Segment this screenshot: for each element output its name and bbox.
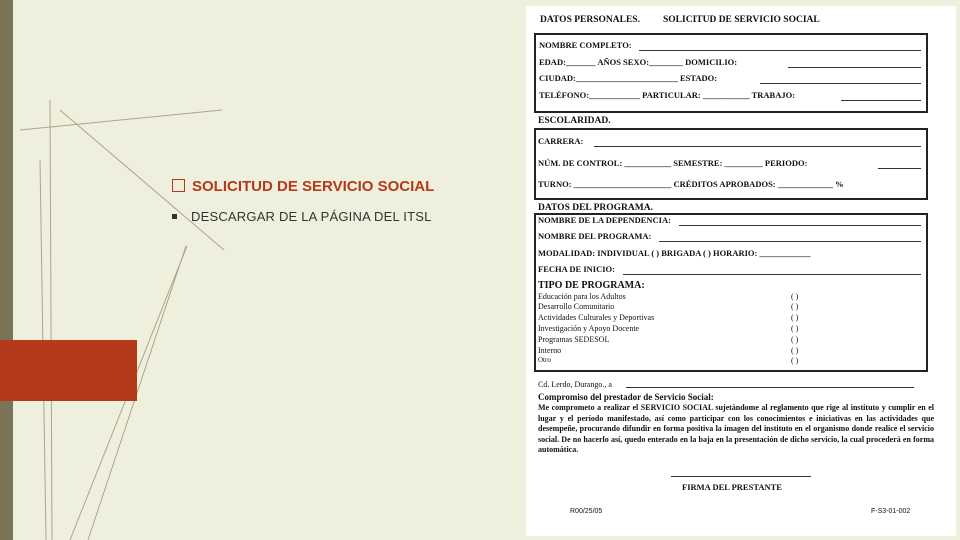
program-row-1: NOMBRE DE LA DEPENDENCIA: — [538, 215, 671, 225]
program-type-4: Programas SEDESOL — [538, 335, 610, 344]
school-line-2 — [878, 168, 921, 169]
footer-left: R00/25/05 — [570, 508, 603, 515]
program-type-1: Desarrollo Comunitario — [538, 302, 615, 311]
school-row-3: TURNO: _______________________ CRÉDITOS APROBADOS: _____________ % — [538, 179, 844, 189]
personal-row-1: NOMBRE COMPLETO: — [539, 40, 632, 50]
personal-row-3: CIUDAD:________________________ ESTADO: — [539, 73, 718, 83]
program-type-3: Investigación y Apoyo Docente — [538, 324, 640, 333]
bullet-main — [172, 178, 434, 195]
form-title: SOLICITUD DE SERVICIO SOCIAL — [663, 15, 820, 25]
personal-row-2: EDAD:_______ AÑOS SEXO:________ DOMICILIO: — [539, 57, 738, 67]
program-checkbox-4: ( ) — [791, 335, 799, 344]
checkbox-bullet-icon — [172, 179, 185, 192]
program-line-1 — [679, 225, 921, 226]
place-date: Cd. Lerdo, Durango., a — [538, 380, 612, 389]
signature-line — [671, 476, 811, 477]
school-row-1: CARRERA: — [538, 136, 584, 146]
program-type-2: Actividades Culturales y Deportivas — [538, 313, 655, 322]
program-checkbox-1: ( ) — [791, 302, 799, 311]
program-checkbox-5: ( ) — [791, 346, 799, 355]
school-row-2: NÚM. DE CONTROL: ___________ SEMESTRE: _________ PERIODO: — [538, 158, 808, 168]
program-checkbox-0: ( ) — [791, 292, 799, 301]
signature-label: FIRMA DEL PRESTANTE — [682, 482, 782, 492]
bullet-sub — [172, 209, 432, 224]
personal-line-4 — [841, 100, 921, 101]
red-accent-tab-tip — [105, 340, 137, 401]
program-row-4: FECHA DE INICIO: — [538, 264, 615, 274]
square-bullet-icon — [172, 214, 177, 219]
program-type-5: Interno — [538, 346, 562, 355]
personal-row-4: TELÉFONO:____________ PARTICULAR: ___________ TRABAJO: — [539, 90, 796, 100]
program-row-2: NOMBRE DEL PROGRAMA: — [538, 231, 652, 241]
form-image — [526, 6, 956, 536]
program-type-title: TIPO DE PROGRAMA: — [538, 280, 645, 291]
bullet-sub-text: DESCARGAR DE LA PÁGINA DEL ITSL — [191, 209, 432, 224]
section-personal-label: DATOS PERSONALES. — [540, 15, 640, 25]
section-school-label: ESCOLARIDAD. — [538, 116, 611, 126]
program-type-6: Otro — [538, 356, 551, 364]
commitment-text: Me comprometo a realizar el SERVICIO SOCIAL sujetándome al reglamento que rige al instituto y cumplir en el lugar y el período manifestado, así como participar con los conocimientos e iniciativas en las actividades que desempeñe, procurando difundir en forma positiva la imagen del instituto en el organismo donde realice el servicio social. De no hacerlo así, quedo enterado en la baja en la presentación de dicho servicio, la cual procederá en forma automática. — [538, 403, 934, 454]
personal-line-1 — [639, 50, 921, 51]
personal-line-2 — [788, 67, 921, 68]
section-program-label: DATOS DEL PROGRAMA. — [538, 203, 653, 213]
program-type-0: Educación para los Adultos — [538, 292, 626, 301]
school-line-1 — [594, 146, 921, 147]
program-row-3: MODALIDAD: INDIVIDUAL ( ) BRIGADA ( ) HORARIO: ____________ — [538, 248, 811, 258]
date-line — [626, 387, 914, 388]
personal-line-3 — [760, 83, 921, 84]
program-line-4 — [623, 274, 921, 275]
program-checkbox-2: ( ) — [791, 313, 799, 322]
program-line-2 — [659, 241, 921, 242]
program-checkbox-6: ( ) — [791, 356, 799, 365]
decorative-lines — [0, 0, 240, 540]
commitment-title: Compromiso del prestador de Servicio Social: — [538, 392, 714, 402]
bullet-main-text: SOLICITUD DE SERVICIO SOCIAL — [192, 178, 435, 195]
footer-right: F-S3-01-002 — [871, 508, 911, 515]
program-checkbox-3: ( ) — [791, 324, 799, 333]
